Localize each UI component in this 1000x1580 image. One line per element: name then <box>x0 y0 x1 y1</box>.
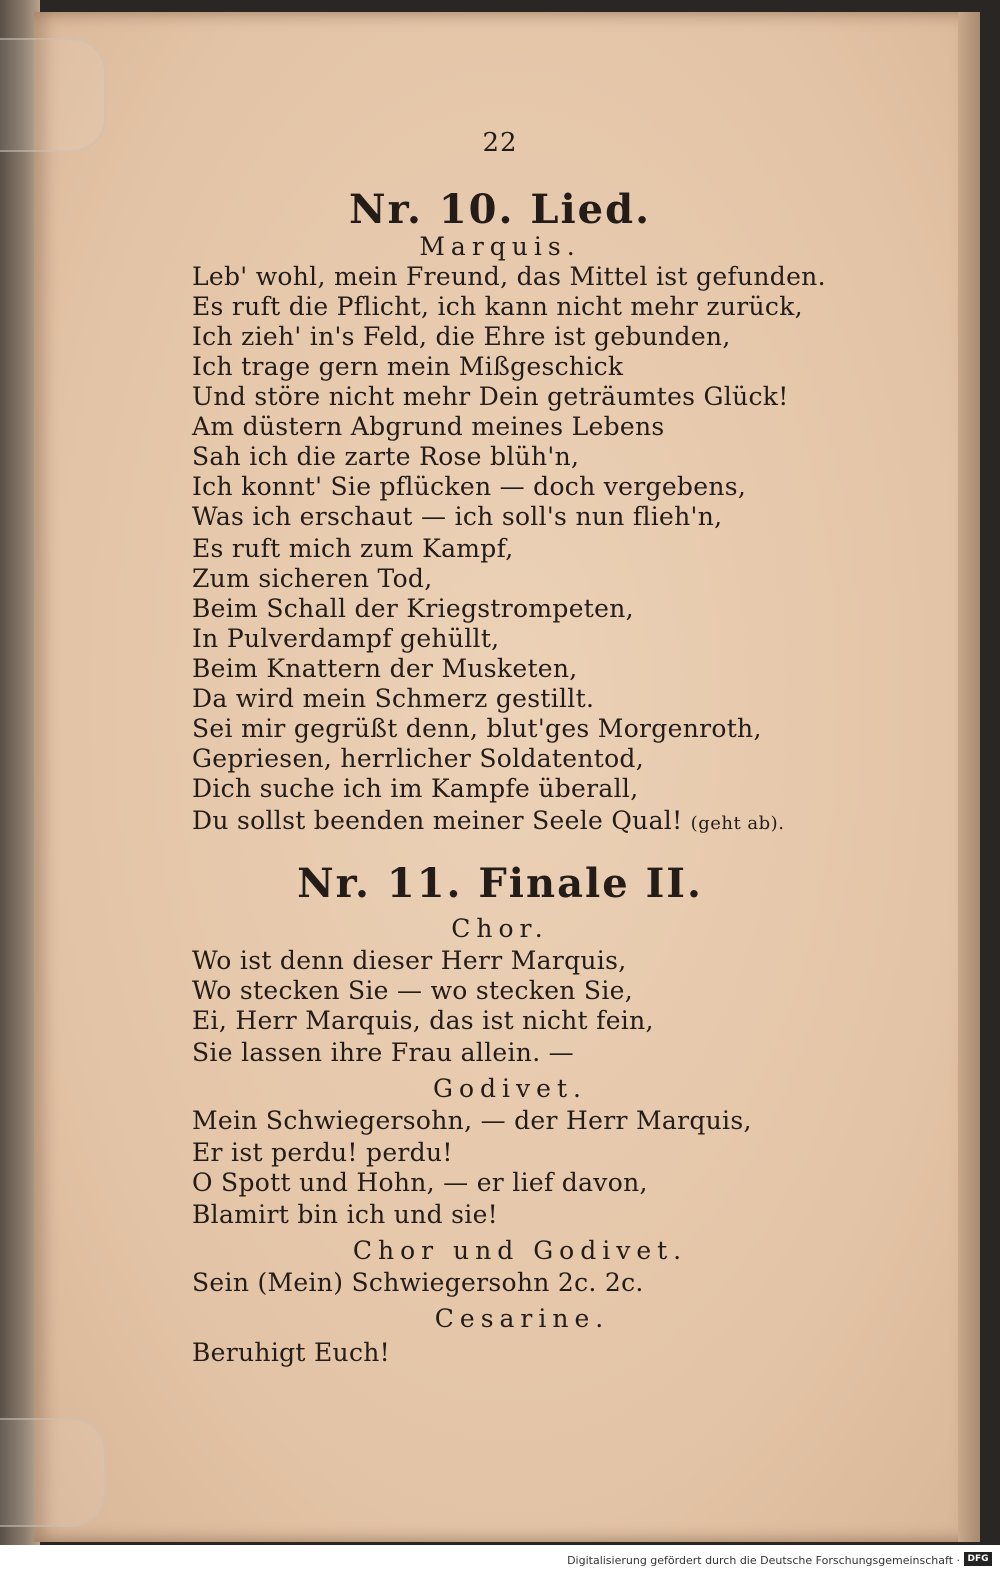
dfg-logo: DFG <box>964 1552 992 1566</box>
verse-line: Gepriesen, herrlicher Soldatentod, <box>192 744 644 773</box>
verse-line: Wo stecken Sie — wo stecken Sie, <box>192 976 633 1005</box>
verse-line: O Spott und Hohn, — er lief davon, <box>192 1168 648 1197</box>
verse-line: Beruhigt Euch! <box>192 1338 391 1367</box>
stage-direction: (geht ab). <box>690 813 785 834</box>
verse-line: Was ich erschaut — ich soll's nun flieh'n, <box>192 502 723 531</box>
verse-line: Es ruft die Pflicht, ich kann nicht mehr zurück, <box>192 292 803 321</box>
verse-line: Ich trage gern mein Mißgeschick <box>192 352 624 381</box>
verse-line: Leb' wohl, mein Freund, das Mittel ist gefunden. <box>192 262 826 291</box>
verse-line-last <box>192 806 784 835</box>
verse-line: Ei, Herr Marquis, das ist nicht fein, <box>192 1006 654 1035</box>
verse-line: Da wird mein Schmerz gestillt. <box>192 684 595 713</box>
verse-line: Am düstern Abgrund meines Lebens <box>192 412 665 441</box>
speaker-godivet: Godivet. <box>433 1074 587 1103</box>
verse-line: Wo ist denn dieser Herr Marquis, <box>192 946 627 975</box>
verse-line: Sein (Mein) Schwiegersohn 2c. 2c. <box>192 1268 644 1297</box>
song-11-heading: Nr. 11. Finale II. <box>297 860 703 907</box>
verse-line: Beim Knattern der Musketen, <box>192 654 578 683</box>
speaker-chor-und-godivet: Chor und Godivet. <box>352 1236 688 1265</box>
verse-line: Ich zieh' in's Feld, die Ehre ist gebunden, <box>192 322 731 351</box>
page-number: 22 <box>482 128 518 158</box>
verse-line: Beim Schall der Kriegstrompeten, <box>192 594 634 623</box>
verse-line: Blamirt bin ich und sie! <box>192 1200 499 1229</box>
verse-line: Sah ich die zarte Rose blüh'n, <box>192 442 580 471</box>
verse-line: Sie lassen ihre Frau allein. — <box>192 1038 574 1067</box>
verse-line: Dich suche ich im Kampfe überall, <box>192 774 639 803</box>
verse-line: Zum sicheren Tod, <box>192 564 433 593</box>
verse-line: Mein Schwiegersohn, — der Herr Marquis, <box>192 1106 752 1135</box>
speaker-chor: Chor. <box>451 914 549 943</box>
funding-credit: Digitalisierung gefördert durch die Deutsche Forschungsgemeinschaft · <box>567 1554 960 1567</box>
speaker-marquis: Marquis. <box>419 232 581 261</box>
verse-line-text: Du sollst beenden meiner Seele Qual! <box>192 806 683 835</box>
verse-line: Es ruft mich zum Kampf, <box>192 534 514 563</box>
verse-line: Sei mir gegrüßt denn, blut'ges Morgenroth, <box>192 714 762 743</box>
verse-line: In Pulverdampf gehüllt, <box>192 624 500 653</box>
song-10-heading: Nr. 10. Lied. <box>349 186 651 233</box>
verse-line: Er ist perdu! perdu! <box>192 1138 453 1167</box>
speaker-cesarine: Cesarine. <box>434 1304 610 1333</box>
verse-line: Ich konnt' Sie pflücken — doch vergebens, <box>192 472 747 501</box>
verse-line: Und störe nicht mehr Dein geträumtes Glück! <box>192 382 789 411</box>
